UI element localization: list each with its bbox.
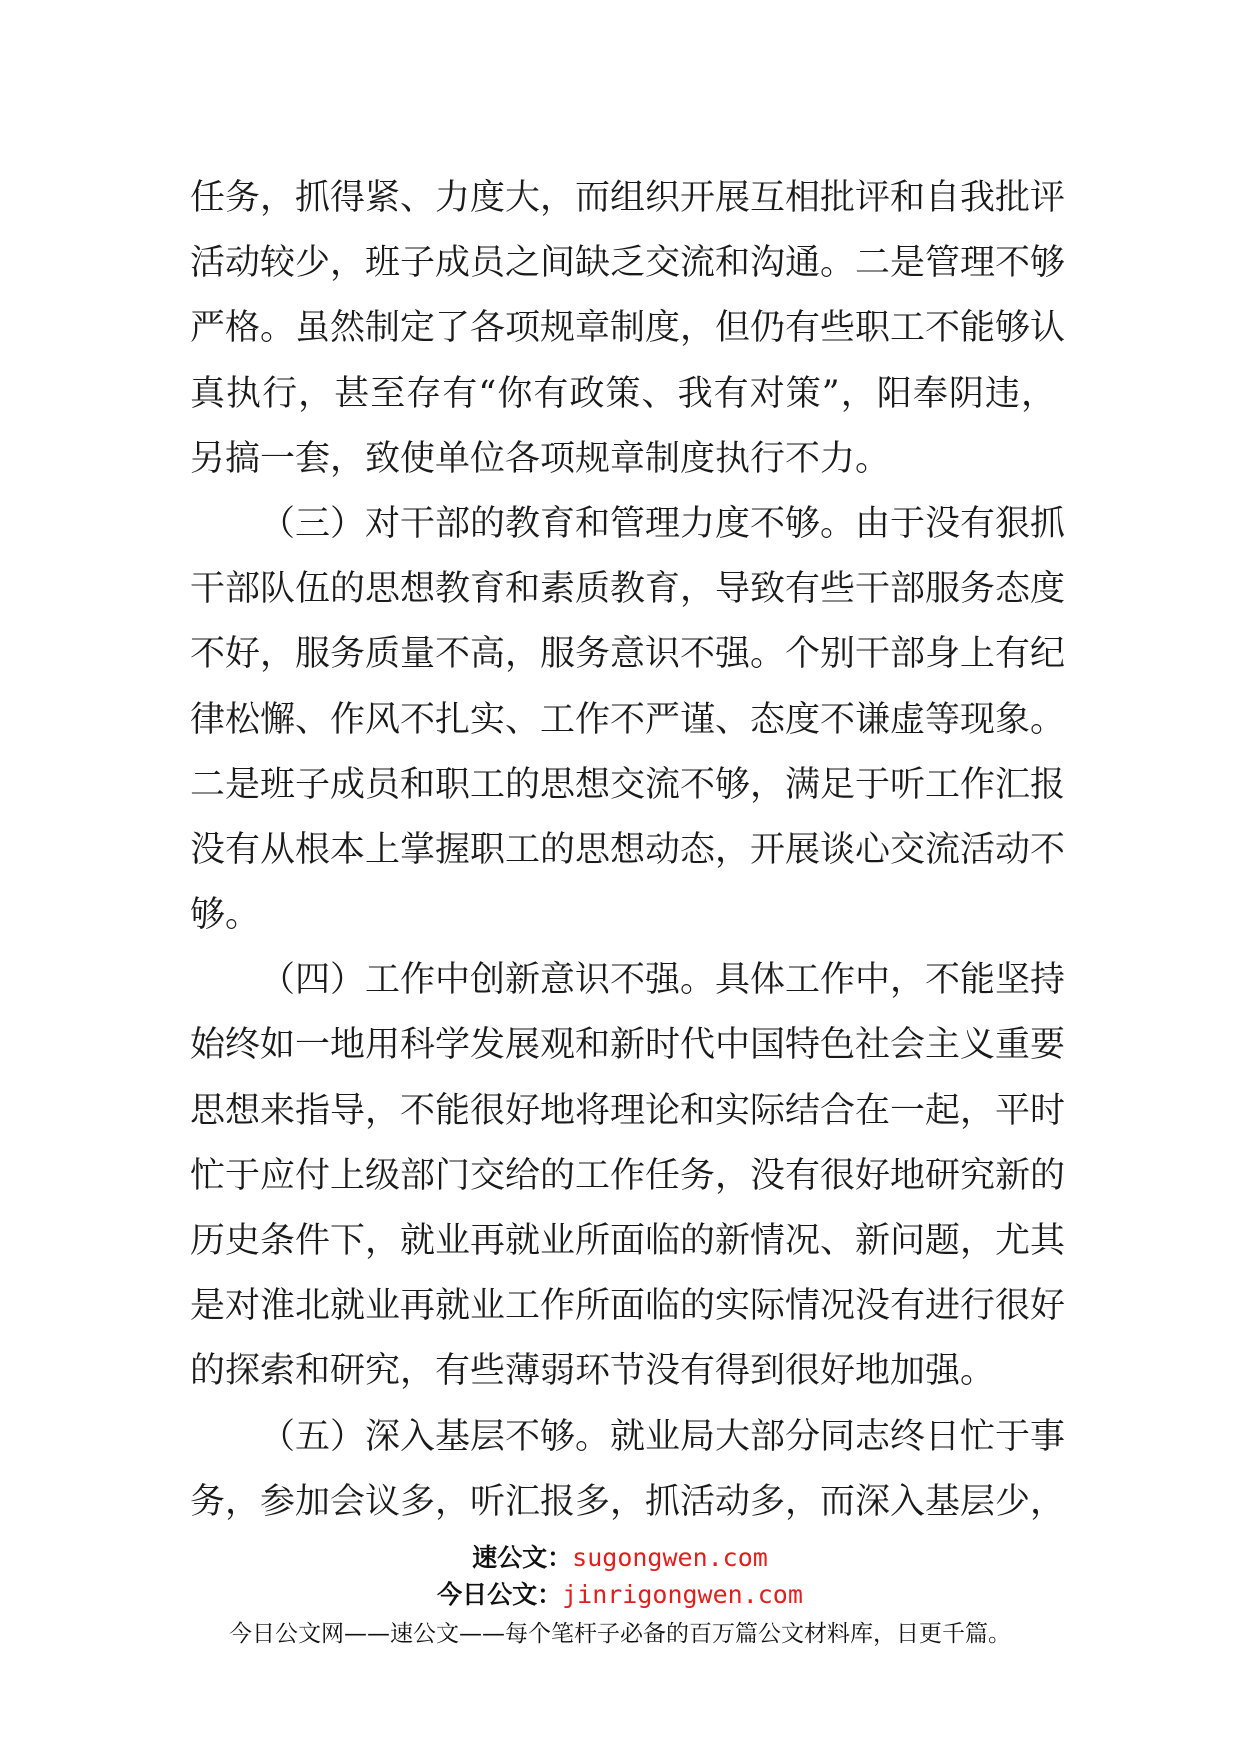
text-line: 二是班子成员和职工的思想交流不够，满足于听工作汇报: [190, 764, 1066, 805]
footer-link-sugongwen[interactable]: sugongwen.com: [572, 1543, 768, 1572]
text-line: 够。: [190, 895, 261, 936]
text-line: 历史条件下，就业再就业所面临的新情况、新问题，尤其: [190, 1221, 1066, 1261]
text-line: 活动较少，班子成员之间缺乏交流和沟通。二是管理不够: [190, 243, 1066, 284]
footer-label: 速公文：: [472, 1543, 573, 1572]
text-line: 不好，服务质量不高，服务意识不强。个别干部身上有纪: [190, 634, 1066, 675]
paragraph-heading-5: （五）深入基层不够。就业局大部分同志终日忙于事: [260, 1416, 1066, 1457]
text-line: 真执行，甚至存有“你有政策、我有对策”，阳奉阴违，: [190, 373, 1056, 414]
footer-slogan-text: 今日公文网——速公文——每个笔杆子必备的百万篇公文材料库，日更千篇。: [229, 1621, 1011, 1647]
footer-sugongwen: [0, 1541, 1240, 1575]
text-line: 没有从根本上掌握职工的思想动态，开展谈心交流活动不: [190, 829, 1066, 870]
text-line: 严格。虽然制定了各项规章制度，但仍有些职工不能够认: [190, 308, 1066, 349]
text-line: 忙于应付上级部门交给的工作任务，没有很好地研究新的: [190, 1155, 1066, 1196]
footer-link-jinrigongwen[interactable]: jinrigongwen.com: [562, 1580, 803, 1609]
text-line: 思想来指导，不能很好地将理论和实际结合在一起，平时: [190, 1090, 1066, 1131]
text-line: 务，参加会议多，听汇报多，抓活动多，而深入基层少，: [190, 1481, 1066, 1522]
text-line: 律松懈、作风不扎实、工作不严谨、态度不谦虚等现象。: [190, 699, 1066, 740]
paragraph-heading-4: （四）工作中创新意识不强。具体工作中，不能坚持: [260, 960, 1066, 1001]
text-line: 另搞一套，致使单位各项规章制度执行不力。: [190, 438, 891, 479]
footer-jinrigongwen: [0, 1578, 1240, 1612]
text-line: 始终如一地用科学发展观和新时代中国特色社会主义重要: [190, 1025, 1066, 1066]
text-line: 任务，抓得紧、力度大，而组织开展互相批评和自我批评: [190, 178, 1066, 218]
text-line: 是对淮北就业再就业工作所面临的实际情况没有进行很好: [190, 1286, 1066, 1327]
text-line: 的探索和研究，有些薄弱环节没有得到很好地加强。: [190, 1351, 996, 1392]
document-body: [190, 166, 1066, 1535]
footer-slogan: [0, 1618, 1240, 1650]
text-line: 干部队伍的思想教育和素质教育，导致有些干部服务态度: [190, 569, 1066, 610]
paragraph-heading-3: （三）对干部的教育和管理力度不够。由于没有狠抓: [260, 503, 1066, 544]
footer-label: 今日公文：: [437, 1580, 563, 1609]
